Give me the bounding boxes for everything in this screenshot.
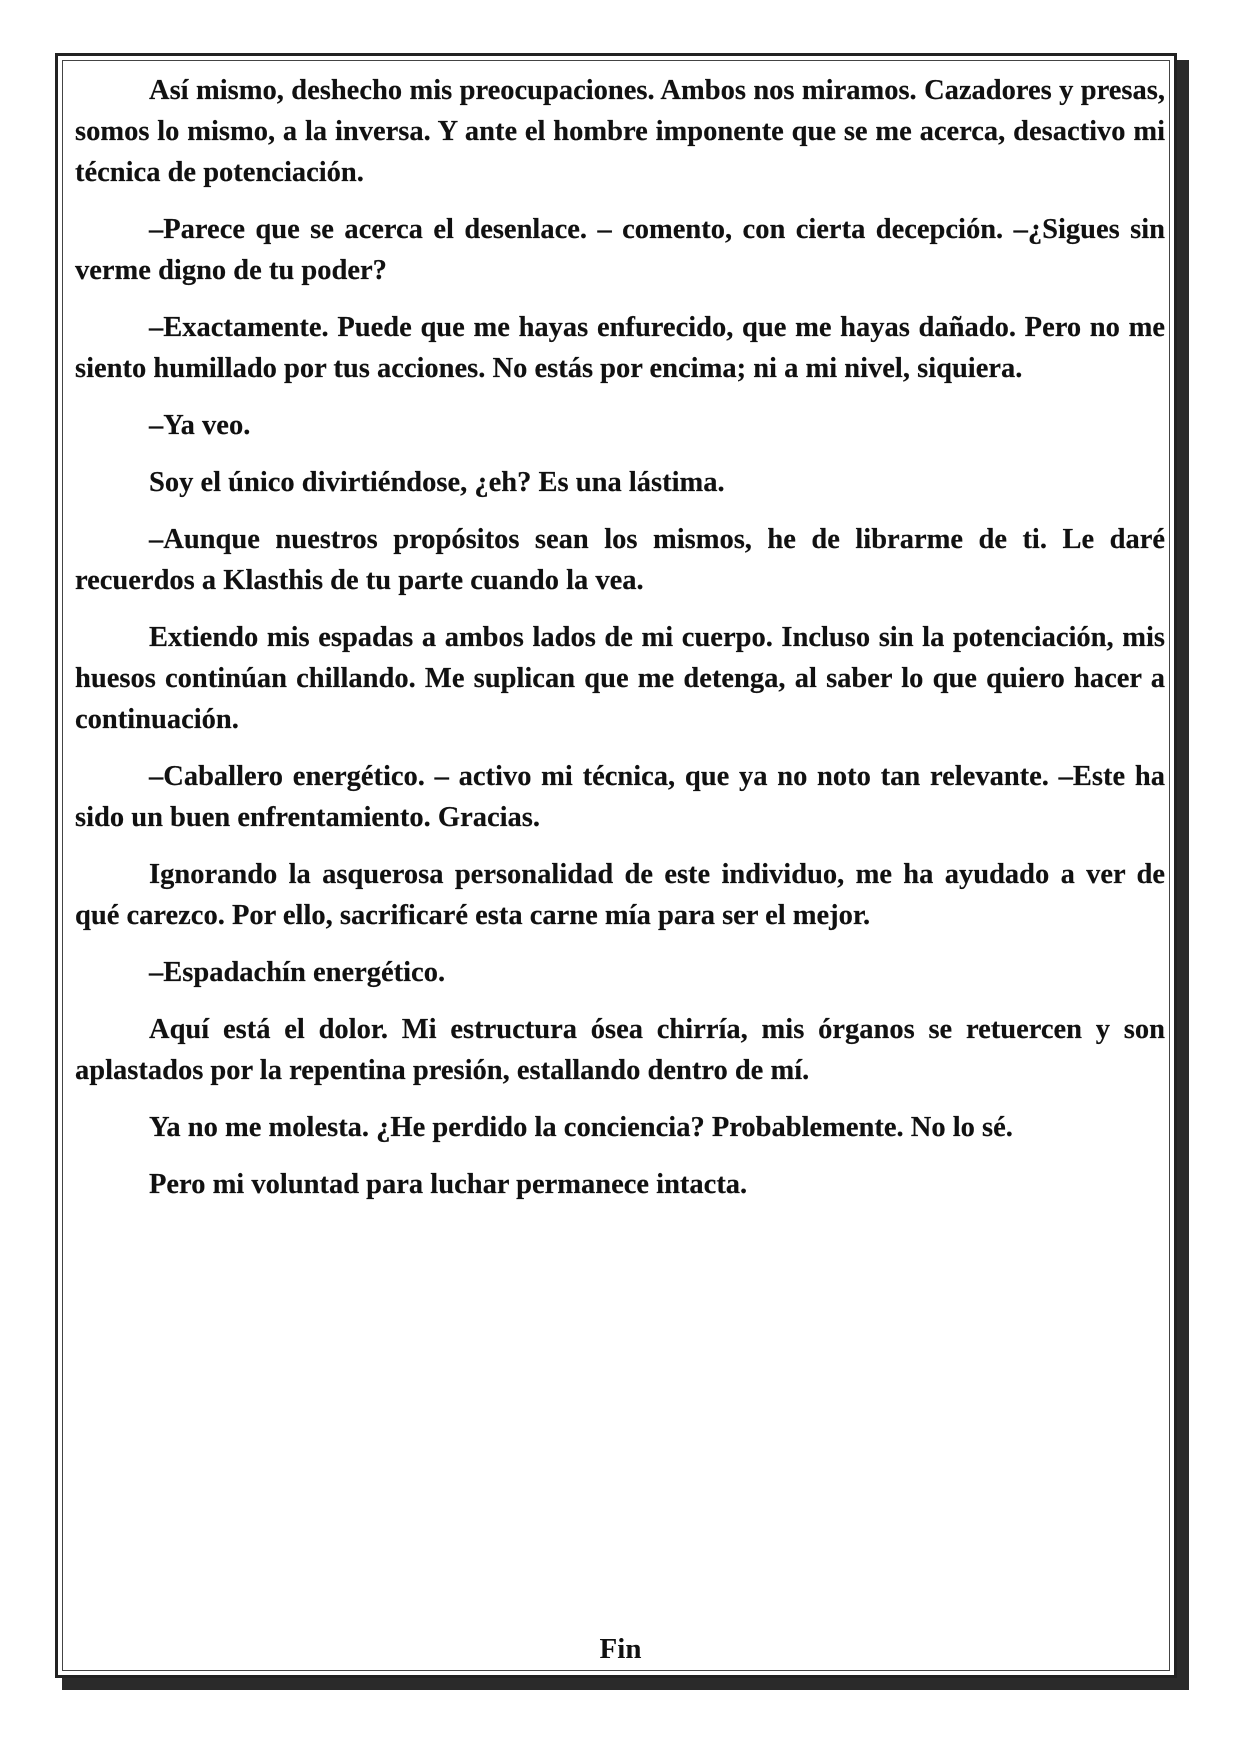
paragraph: –Parece que se acerca el desenlace. – comento, con cierta decepción. –¿Sigues sin verme digno de tu poder?	[75, 214, 1165, 286]
paragraph: –Ya veo.	[149, 410, 251, 441]
paragraph: Aquí está el dolor. Mi estructura ósea chirría, mis órganos se retuercen y son aplastados por la repentina presión, estallando dentro de mí.	[75, 1014, 1165, 1086]
story-text	[75, 70, 1165, 1221]
paragraph: Ya no me molesta. ¿He perdido la conciencia? Probablemente. No lo sé.	[149, 1112, 1013, 1143]
paragraph: –Caballero energético. – activo mi técnica, que ya no noto tan relevante. –Este ha sido un buen enfrentamiento. Gracias.	[75, 761, 1165, 833]
paragraph: Extiendo mis espadas a ambos lados de mi cuerpo. Incluso sin la potenciación, mis huesos continúan chillando. Me suplican que me detenga, al saber lo que quiero hacer a continuación.	[75, 622, 1165, 735]
paragraph: Pero mi voluntad para luchar permanece intacta.	[149, 1169, 748, 1200]
paragraph: Soy el único divirtiéndose, ¿eh? Es una lástima.	[149, 467, 725, 498]
paragraph: Ignorando la asquerosa personalidad de este individuo, me ha ayudado a ver de qué carezco. Por ello, sacrificaré esta carne mía para ser el mejor.	[75, 859, 1165, 931]
paragraph: –Exactamente. Puede que me hayas enfurecido, que me hayas dañado. Pero no me siento humillado por tus acciones. No estás por encima; ni a mi nivel, siquiera.	[75, 312, 1165, 384]
paragraph: –Espadachín energético.	[149, 957, 446, 988]
paragraph: –Aunque nuestros propósitos sean los mismos, he de librarme de ti. Le daré recuerdos a Klasthis de tu parte cuando la vea.	[75, 524, 1165, 596]
end-marker: Fin	[599, 1633, 642, 1665]
paragraph: Así mismo, deshecho mis preocupaciones. Ambos nos miramos. Cazadores y presas, somos lo mismo, a la inversa. Y ante el hombre imponente que se me acerca, desactivo mi técnica de potenciación.	[75, 75, 1165, 188]
